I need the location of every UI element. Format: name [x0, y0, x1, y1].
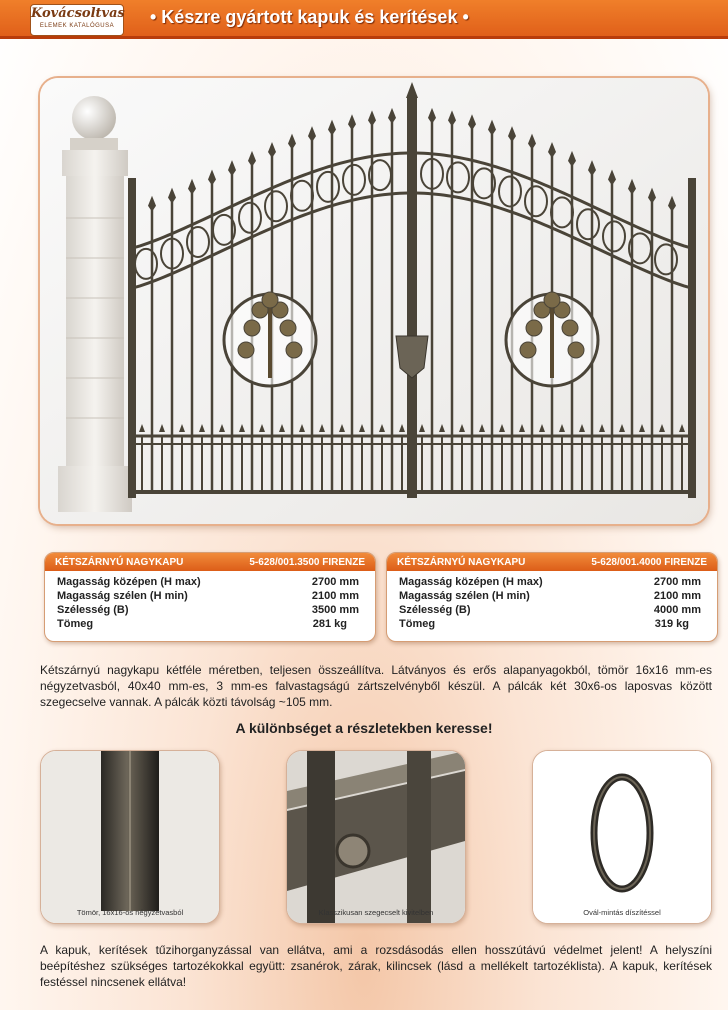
- spec-row: Tömeg 281 kg: [57, 618, 347, 630]
- spec-row: Magasság középen (H max) 2700 mm: [57, 576, 359, 588]
- gate-illustration: [40, 78, 708, 524]
- description-text: Kétszárnyú nagykapu kétféle méretben, teljesen összeállítva. Látványos és erős alapanyagokból, tömör 16x16 mm-es négyzetvasból, 40x40 mm-es, 3 mm-es falvastagságú zártszelvényből készül. A pálcák két 30x6-os laposvas között szegecselve vannak. A pálcák közti távolság ~105 mm.: [40, 663, 712, 709]
- square-bar-image: [41, 751, 219, 923]
- logo-sub-text: ELEMEK KATALÓGUSA: [39, 23, 115, 29]
- spec-box-3500: [44, 552, 376, 642]
- detail-caption: Klasszikusan szegecselt kivitelben: [318, 908, 434, 917]
- logo-main-text: Kovácsoltvas: [31, 6, 125, 21]
- spec-header: [45, 553, 375, 571]
- spec-box-4000: [386, 552, 718, 642]
- page-title: • Készre gyártott kapuk és kerítések •: [150, 7, 469, 27]
- pillar-ball: [72, 96, 116, 140]
- details-heading: A különbséget a részletekben keresse!: [235, 720, 493, 736]
- detail-rivet: [286, 750, 466, 924]
- spec-row: Magasság középen (H max) 2700 mm: [399, 576, 701, 588]
- detail-caption: Tömör, 16x16-os négyzetvasból: [76, 908, 184, 917]
- spec-name: KÉTSZÁRNYÚ NAGYKAPU: [397, 556, 526, 568]
- spec-row: Magasság szélen (H min) 2100 mm: [57, 590, 359, 602]
- footer-text: A kapuk, kerítések tűzihorganyzással van ellátva, ami a rozsdásodás ellen hosszútávú védelmet jelent! A helyszíni beépítéshez szükséges tartozékokkal együtt: zsanérok, zárak, kilincsek (lásd a mellékelt tartozéklista). A kapuk, kerítések festéssel nincsenek ellátva!: [40, 943, 712, 989]
- detail-square-bar: [40, 750, 220, 924]
- logo: [30, 4, 124, 36]
- spec-name: KÉTSZÁRNYÚ NAGYKAPU: [55, 556, 184, 568]
- spec-row: Szélesség (B) 3500 mm: [57, 604, 359, 616]
- detail-oval: [532, 750, 712, 924]
- gate-photo: [40, 78, 708, 524]
- spec-row: Szélesség (B) 4000 mm: [399, 604, 701, 616]
- pillar: [66, 176, 124, 466]
- spec-header: [387, 553, 717, 571]
- oval-image: [533, 751, 711, 923]
- spec-row: Magasság szélen (H min) 2100 mm: [399, 590, 701, 602]
- spec-code: 5-628/001.4000 FIRENZE: [591, 556, 707, 568]
- header-bar: [0, 0, 728, 39]
- rivet-image: [287, 751, 465, 923]
- spec-row: Tömeg 319 kg: [399, 618, 689, 630]
- spec-code: 5-628/001.3500 FIRENZE: [249, 556, 365, 568]
- detail-caption: Ovál-mintás díszítéssel: [583, 908, 661, 917]
